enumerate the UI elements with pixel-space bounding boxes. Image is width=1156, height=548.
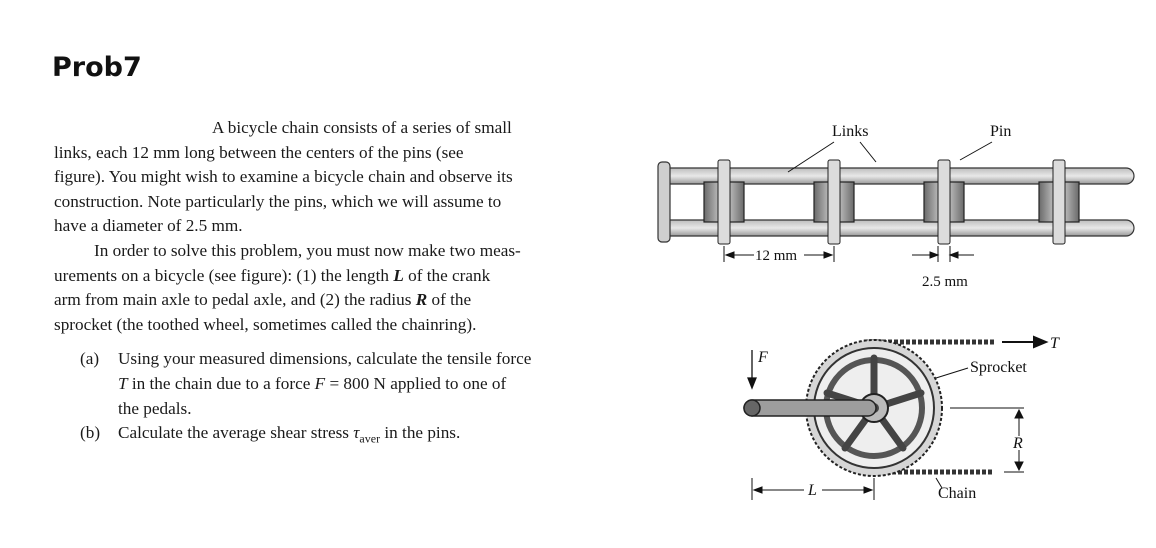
para2-line-2: urements on a bicycle (see figure): (1) the length L of the crank — [54, 265, 491, 285]
force-arrow — [748, 350, 756, 388]
part-a-label: (a) — [80, 349, 100, 369]
links-label: Links — [832, 123, 869, 140]
intro-line-4: construction. Note particularly the pins, which we will assume to — [54, 191, 502, 211]
chain-figure — [654, 112, 1144, 292]
pin-dim-line — [912, 246, 974, 262]
pin-label: Pin — [990, 123, 1012, 140]
radius-label: R — [1013, 435, 1023, 452]
part-a — [54, 347, 644, 421]
chain-label: Chain — [938, 485, 977, 502]
sprocket-leader — [936, 368, 968, 378]
part-a-line-2: T in the chain due to a force F = 800 N applied to one of — [118, 373, 507, 393]
part-b-line: Calculate the average shear stress $\tau_{aver}$ in the pins. — [118, 423, 461, 446]
part-a-line-1: Using your measured dimensions, calculate the tensile force — [118, 349, 532, 369]
intro-line-1: A bicycle chain consists of a series of small — [212, 118, 512, 137]
tension-arrow — [1002, 337, 1046, 347]
sprocket-figure — [724, 328, 1064, 518]
sprocket-label: Sprocket — [970, 359, 1027, 376]
link-dim-label: 12 mm — [755, 248, 798, 264]
tension-label: T — [1050, 335, 1059, 352]
page-title: Prob7 — [52, 52, 142, 83]
intro-line-2: links, each 12 mm long between the centers of the pins (see — [54, 142, 464, 162]
part-a-line-3: the pedals. — [118, 398, 192, 418]
para2-line-3: arm from main axle to pedal axle, and (2) the radius R of the — [54, 290, 472, 310]
crank-length-label: L — [808, 482, 817, 499]
para2-line-4: sprocket (the toothed wheel, sometimes called the chainring). — [54, 314, 477, 334]
problem-text — [54, 116, 644, 451]
intro-line-5: have a diameter of 2.5 mm. — [54, 216, 243, 236]
force-label: F — [758, 349, 768, 366]
para2-line-1: In order to solve this problem, you must now make two meas- — [94, 240, 521, 260]
pin-dim-label: 2.5 mm — [922, 274, 968, 290]
part-b-label: (b) — [80, 423, 101, 443]
chain-rollers — [704, 182, 1079, 222]
part-b — [54, 421, 644, 451]
crank-arm — [744, 400, 876, 416]
intro-line-3: figure). You might wish to examine a bicycle chain and observe its — [54, 167, 513, 187]
